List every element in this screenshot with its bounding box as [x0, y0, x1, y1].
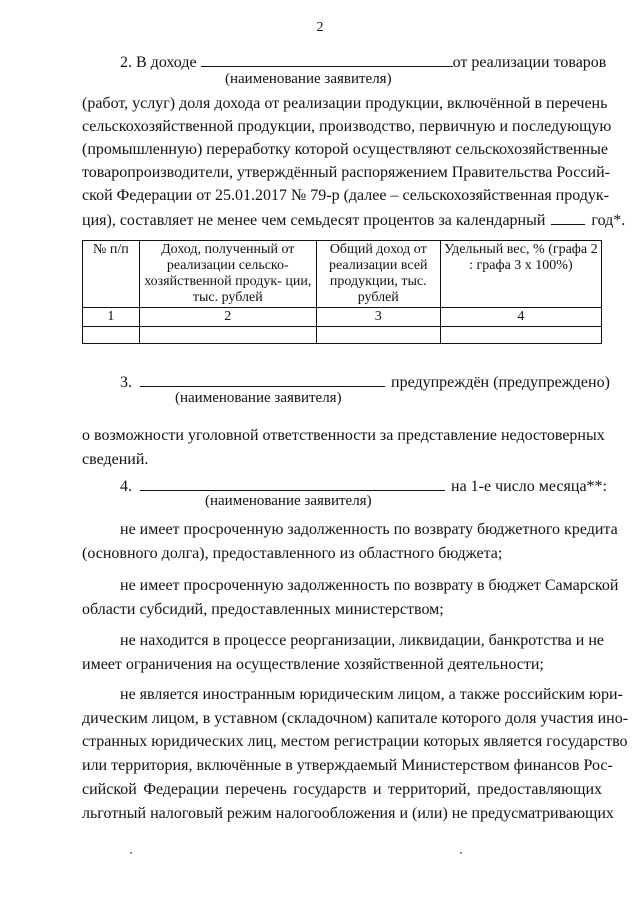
- scan-speck: [130, 852, 132, 854]
- section4-tail: на 1-е число месяца**:: [451, 478, 607, 495]
- section4-caption: (наименование заявителя): [205, 493, 372, 509]
- table-cell[interactable]: [83, 327, 140, 344]
- section2-line-4: товаропроизводители, утверждённый распоряжением Правительства Россий-: [82, 164, 610, 181]
- section4-p4-line-6: льготный налоговый режим налогообложения и (или) не предусматривающих: [82, 805, 614, 822]
- year-blank[interactable]: [551, 211, 585, 225]
- colnum-1: 1: [83, 308, 140, 327]
- header-number: № п/п: [83, 241, 140, 308]
- colnum-4: 4: [440, 308, 601, 327]
- applicant-name-blank[interactable]: [140, 373, 385, 387]
- header-agri-income: Доход, полученный от реализации сельско- хозяйственной продук- ции, тыс. рублей: [139, 241, 316, 308]
- section3-caption: (наименование заявителя): [175, 390, 342, 406]
- section2-line-2: сельскохозяйственной продукции, производство, первичную и последующую: [82, 118, 612, 135]
- applicant-name-blank[interactable]: [201, 53, 453, 67]
- table-cell[interactable]: [139, 327, 316, 344]
- section2-line-5: ской Федерации от 25.01.2017 № 79-р (далее – сельскохозяйственная продук-: [82, 187, 610, 204]
- section2-lead: 2. В доходе: [120, 54, 197, 71]
- section2-caption: (наименование заявителя): [225, 71, 392, 87]
- section2-line-6: [82, 211, 625, 229]
- section2-tail: от реализации товаров: [452, 54, 607, 71]
- section2-line-1: (работ, услуг) доля дохода от реализации продукции, включённой в перечень: [82, 95, 608, 112]
- header-share: Удельный вес, % (графа 2 : графа 3 х 100%): [440, 241, 601, 308]
- table-cell[interactable]: [316, 327, 440, 344]
- scan-speck: [460, 852, 462, 854]
- section4-p4-line-2: дическим лицом, в уставном (складочном) капитале которого доля участия ино-: [82, 710, 629, 727]
- table-cell[interactable]: [440, 327, 601, 344]
- header-total-income: Общий доход от реализации всей продукции, тыс. рублей: [316, 241, 440, 308]
- section3-line-2: сведений.: [82, 451, 149, 468]
- section2-line-6a: ция), составляет не менее чем семьдесят процентов за календарный: [82, 212, 546, 229]
- section2-line-3: (промышленную) переработку которой осуществляют сельскохозяйственные: [82, 141, 608, 158]
- applicant-name-blank[interactable]: [140, 477, 445, 491]
- section3-line-1: о возможности уголовной ответственности за представление недостоверных: [82, 427, 605, 444]
- table-column-numbers-row: [83, 308, 602, 327]
- section4-p1-line-1: не имеет просроченную задолженность по возврату бюджетного кредита: [120, 521, 618, 538]
- section4-p4-line-5: сийской Федерации перечень государств и территорий, предоставляющих: [82, 781, 602, 798]
- section4-p4-line-1: не является иностранным юридическим лицом, а также российским юри-: [120, 686, 623, 703]
- section3-heading: [120, 373, 610, 391]
- section2-line-6b: год*.: [591, 212, 626, 229]
- colnum-2: 2: [139, 308, 316, 327]
- table-header-row: [83, 241, 602, 308]
- section4-p4-line-3: странных юридических лиц, местом регистрации которых является государство: [82, 733, 628, 750]
- section2-heading: [120, 53, 606, 71]
- section3-tail: предупреждён (предупреждено): [391, 374, 610, 391]
- section4-p2-line-2: области субсидий, предоставленных министерством;: [82, 601, 444, 618]
- table-row[interactable]: [83, 327, 602, 344]
- section4-p1-line-2: (основного долга), предоставленного из областного бюджета;: [82, 545, 503, 562]
- section4-p4-line-4: или территория, включённые в утверждаемый Министерством финансов Рос-: [82, 757, 613, 774]
- section4-p3-line-1: не находится в процессе реорганизации, ликвидации, банкротства и не: [120, 632, 604, 649]
- section4-p3-line-2: имеет ограничения на осуществление хозяйственной деятельности;: [82, 656, 544, 673]
- section4-p2-line-1: не имеет просроченную задолженность по возврату в бюджет Самарской: [120, 577, 619, 594]
- income-share-table: [82, 240, 602, 344]
- colnum-3: 3: [316, 308, 440, 327]
- section4-lead: 4.: [120, 478, 132, 495]
- section3-lead: 3.: [120, 374, 132, 391]
- page-number: 2: [316, 20, 324, 35]
